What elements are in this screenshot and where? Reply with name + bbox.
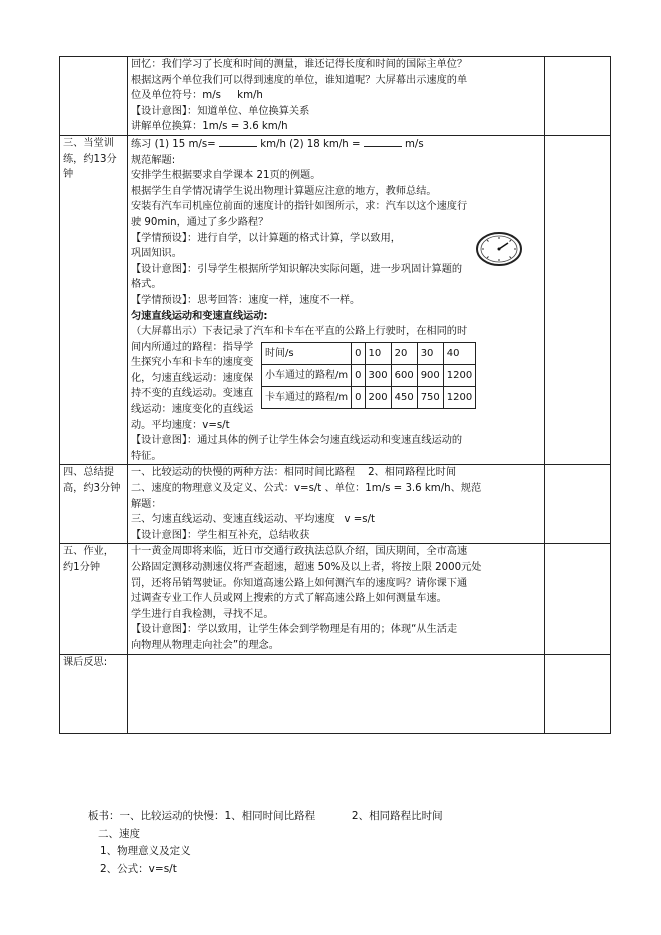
row-practice: [60, 135, 611, 464]
text-line: 【学情预设】：思考回答：速度一样，速度不一样。: [131, 294, 361, 306]
text-line: 动。平均速度：v=s/t: [131, 419, 230, 431]
table-row: [262, 342, 476, 364]
clock-block: [131, 231, 541, 262]
blank-cell: [545, 135, 611, 464]
row-label: 三、当堂训练，约13分钟: [60, 135, 128, 464]
text-line: 一、比较运动的快慢的两种方法：相同时间比路程 2、相同路程比时间: [131, 467, 457, 479]
text-line: 【设计意图】：学生相互补充，总结收获: [131, 529, 310, 541]
blank-cell: [545, 465, 611, 544]
exercise-part-c: m/s: [405, 138, 424, 150]
text-line: 【设计意图】：学以致用，让学生体会到学物理是有用的；体现“从生活走: [131, 624, 458, 636]
text-line: 根据这两个单位我们可以得到速度的单位，谁知道呢？大屏幕出示速度的单: [131, 74, 468, 86]
text-line: 【设计意图】：通过具体的例子让学生体会匀速直线运动和变速直线运动的: [131, 435, 463, 447]
lesson-plan-table: [59, 56, 611, 734]
row-label: 五、作业，约1分钟: [60, 544, 128, 654]
table-cell: 900: [417, 364, 443, 386]
table-row: [262, 364, 476, 386]
text-line: 解题：: [131, 498, 162, 510]
table-cell: 750: [417, 386, 443, 408]
table-cell: 0: [352, 386, 365, 408]
text-line: 生探究小车和卡车的速度变: [131, 357, 254, 369]
speedometer-clock-icon: [475, 231, 523, 267]
text-line: 罚，还将吊销驾驶证。你知道高速公路上如何测汽车的速度吗？请你课下通: [131, 577, 468, 589]
text-line: （大屏幕出示）下表记录了汽车和卡车在平直的公路上行驶时，在相同的时: [131, 326, 468, 338]
table-cell: 300: [365, 364, 391, 386]
text-line: 巩固知识。: [131, 248, 182, 260]
text-line: 位及单位符号：m/s km/h: [131, 90, 263, 102]
board-line: 1、物理意义及定义: [100, 845, 191, 857]
row-content: [128, 654, 545, 733]
table-cell: 1200: [443, 364, 475, 386]
text-line: 十一黄金周即将来临，近日市交通行政执法总队介绍，国庆期间，全市高速: [131, 546, 468, 558]
text-line: 驶 90min，通过了多少路程？: [131, 216, 269, 228]
table-cell: 卡车通过的路程/m: [262, 386, 352, 408]
table-cell: 600: [391, 364, 417, 386]
blank-cell: [545, 544, 611, 654]
table-cell: 小车通过的路程/m: [262, 364, 352, 386]
table-cell: 450: [391, 386, 417, 408]
board-line: 2、公式：v=s/t: [100, 862, 177, 875]
table-cell: 30: [417, 342, 443, 364]
text-line: 三、匀速直线运动、变速直线运动、平均速度 v =s/t: [131, 514, 376, 526]
table-cell: 时间/s: [262, 342, 352, 364]
exercise-part-a: 练习 (1) 15 m/s=: [131, 138, 216, 150]
blackboard-plan: [88, 808, 443, 878]
table-cell: 0: [352, 364, 365, 386]
row-content: [128, 544, 545, 654]
board-line: 二、速度: [98, 827, 140, 840]
exercise-part-b: km/h (2) 18 km/h =: [260, 138, 361, 150]
table-cell: 20: [391, 342, 417, 364]
text-line: 学生进行自我检测，寻找不足。: [131, 608, 274, 620]
side-text: [131, 340, 255, 434]
table-block: [131, 340, 541, 434]
text-line: 持不变的直线运动。变速直: [131, 388, 254, 400]
row-label: 课后反思:: [60, 654, 128, 733]
answer-blank: [364, 136, 402, 147]
text-line: 过调查专业工作人员或网上搜索的方式了解高速公路上如何测量车速。: [131, 593, 447, 605]
text-line: 向物理从物理走向社会”的理念。: [131, 639, 279, 651]
table-row: [262, 386, 476, 408]
blank-cell: [545, 654, 611, 733]
row-summary: [60, 465, 611, 544]
row-review: [60, 57, 611, 136]
table-cell: 0: [352, 342, 365, 364]
row-label: [60, 57, 128, 136]
text-line: 安装有汽车司机座位前面的速度计的指针如图所示，求：汽车以这个速度行: [131, 201, 468, 213]
text-line: 回忆：我们学习了长度和时间的测量，谁还记得长度和时间的国际主单位？: [131, 59, 468, 70]
table-cell: 40: [443, 342, 475, 364]
row-homework: [60, 544, 611, 654]
text-line: 根据学生自学情况请学生说出物理计算题应注意的地方，教师总结。: [131, 185, 437, 197]
distance-time-table: [261, 342, 476, 409]
text-line: 公路固定测移动测速仪将严查超速，超速 50%及以上者，将按上限 2000元处: [131, 562, 482, 573]
table-cell: 200: [365, 386, 391, 408]
text-line: 格式。: [131, 279, 162, 291]
text-line: 安排学生根据要求自学课本 21页的例题。: [131, 170, 321, 182]
text-line: 【设计意图】：知道单位、单位换算关系: [131, 105, 310, 117]
text-line: 【设计意图】：引导学生根据所学知识解决实际问题，进一步巩固计算题的: [131, 263, 463, 275]
text-line: 讲解单位换算：1m/s = 3.6 km/h: [131, 121, 288, 133]
answer-blank: [219, 136, 257, 147]
row-label: 四、总结提高，约3分钟: [60, 465, 128, 544]
text-line: 间内所通过的路程：指导学: [131, 341, 254, 353]
row-reflection: [60, 654, 611, 733]
row-content: [128, 135, 545, 464]
text-line: 规范解题:: [131, 154, 176, 166]
table-cell: 1200: [443, 386, 475, 408]
section-heading: 匀速直线运动和变速直线运动:: [131, 310, 268, 322]
text-line: 二、速度的物理意义及定义、公式：v=s/t 、单位：1m/s = 3.6 km/h、规范: [131, 483, 482, 495]
row-content: [128, 57, 545, 136]
text-line: 特征。: [131, 450, 162, 462]
text-line: 【学情预设】：进行自学，以计算题的格式计算，学以致用，: [131, 232, 401, 244]
row-content: [128, 465, 545, 544]
exercise-line: [131, 136, 541, 153]
board-line: 板书：一、比较运动的快慢：1、相同时间比路程 2、相同路程比时间: [88, 810, 443, 822]
text-line: 化，匀速直线运动：速度保: [131, 372, 254, 384]
text-line: 线运动：速度变化的直线运: [131, 404, 254, 416]
table-cell: 10: [365, 342, 391, 364]
blank-cell: [545, 57, 611, 136]
